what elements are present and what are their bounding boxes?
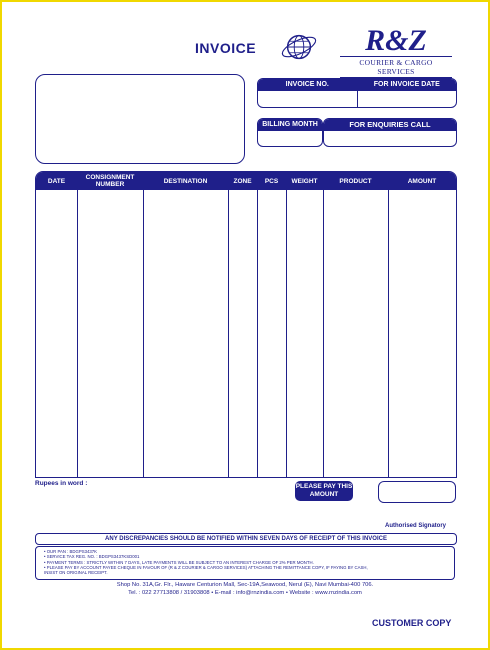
column-date: DATE bbox=[47, 177, 66, 185]
enquiries-label: FOR ENQUIRIES CALL bbox=[324, 119, 456, 131]
billing-month-label: BILLING MONTH bbox=[258, 119, 322, 131]
enquiries-field[interactable] bbox=[323, 118, 457, 147]
column-weight: WEIGHT bbox=[291, 177, 318, 185]
column-divider bbox=[143, 172, 144, 477]
invoice-date-field[interactable] bbox=[358, 79, 457, 107]
note-receipt: INSIST ON ORIGINAL RECEIPT. bbox=[44, 570, 108, 576]
column-destination: DESTINATION bbox=[163, 177, 208, 185]
copy-label: CUSTOMER COPY bbox=[372, 618, 452, 628]
invoice-date-label: FOR INVOICE DATE bbox=[358, 79, 457, 91]
column-divider bbox=[228, 172, 229, 477]
invoice-info-box bbox=[257, 78, 457, 108]
discrepancy-notice: ANY DISCREPANCIES SHOULD BE NOTIFIED WITHIN SEVEN DAYS OF RECEIPT OF THIS INVOICE bbox=[35, 533, 457, 545]
note-service-tax: • SERVICE TAX REG. NO. : BDGPS3437KSD001 bbox=[44, 554, 140, 560]
terms-notes bbox=[35, 546, 455, 580]
column-consignment-number: CONSIGNMENT NUMBER bbox=[85, 174, 135, 188]
column-divider bbox=[323, 172, 324, 477]
brand-tagline: COURIER & CARGO SERVICES bbox=[340, 56, 452, 78]
column-zone: ZONE bbox=[233, 177, 252, 185]
rupees-in-word-label: Rupees in word : bbox=[35, 480, 88, 487]
total-amount-field[interactable] bbox=[378, 481, 456, 503]
column-divider bbox=[257, 172, 258, 477]
invoice-title: INVOICE bbox=[195, 40, 257, 56]
brand-name: R&Z bbox=[365, 24, 427, 57]
authorised-signatory-label: Authorised Signatory bbox=[385, 523, 447, 529]
company-address: Shop No. 31A,Gr. Flr., Haware Centurion Mall, Sec-19A,Seawood, Nerul (E), Navi Mumbai-400 706. bbox=[116, 582, 374, 588]
customer-address-box[interactable] bbox=[35, 74, 245, 164]
note-pan: • OUR PAN : BDGPS3437K bbox=[44, 549, 98, 554]
note-cheque: • PLEASE PAY BY ACCOUNT PAYEE CHEQUE IN FAVOUR OF (R & Z COURIER & CARGO SERVICES) ATTACHING THE REMITTANCE COPY, IF PAYING BY CASH, bbox=[44, 564, 368, 570]
column-divider bbox=[77, 172, 78, 477]
billing-month-field[interactable] bbox=[257, 118, 323, 147]
column-divider bbox=[388, 172, 389, 477]
company-contact: Tel. : 022 27713808 / 31903808 • E-mail : info@rnzindia.com • Website : www.rnzindia.com bbox=[128, 590, 362, 596]
column-product: PRODUCT bbox=[339, 177, 372, 185]
globe-logo-icon bbox=[280, 28, 318, 66]
brand-logo bbox=[340, 26, 452, 78]
column-pcs: PCS bbox=[264, 177, 279, 185]
pay-amount-label: PLEASE PAY THIS AMOUNT bbox=[295, 481, 353, 501]
invoice-no-field[interactable] bbox=[258, 79, 358, 107]
column-amount: AMOUNT bbox=[407, 177, 437, 185]
note-payment-terms: • PAYMENT TERMS : STRICTLY WITHIN 7 DAYS, LATE PAYMENTS WILL BE SUBJECT TO AN INTEREST CHARGE OF 2% PER MONTH. bbox=[44, 559, 314, 565]
column-divider bbox=[286, 172, 287, 477]
line-items-table bbox=[35, 171, 457, 478]
invoice-no-label: INVOICE NO. bbox=[258, 79, 357, 91]
